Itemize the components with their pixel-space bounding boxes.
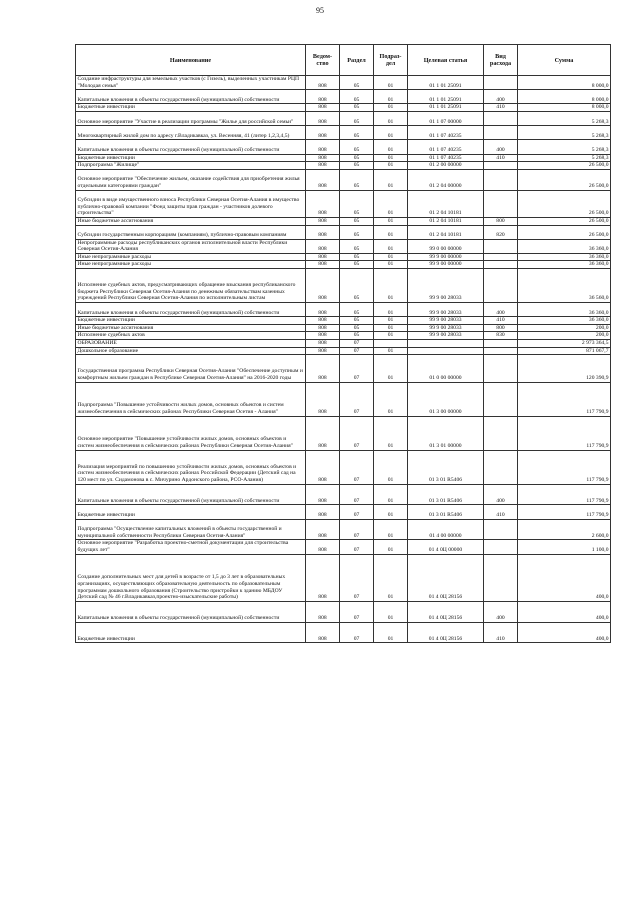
cell-section: 05 [340, 225, 374, 239]
cell-target-article: 01 3 01 R5406 [408, 450, 484, 484]
cell-name: Капитальные вложения в объекты государственной (муниципальной) собственности [76, 303, 306, 317]
cell-expense-type: 400 [484, 484, 518, 505]
cell-name: Иные непрограммные расходы [76, 253, 306, 261]
cell-target-article: 01 3 01 R5406 [408, 484, 484, 505]
cell-target-article: 99 9 00 28033 [408, 317, 484, 325]
cell-section: 07 [340, 347, 374, 355]
cell-department: 808 [306, 601, 340, 622]
cell-amount: 200,0 [518, 332, 611, 340]
budget-table [75, 44, 611, 643]
cell-expense-type: 400 [484, 601, 518, 622]
cell-target-article: 01 2 04 10181 [408, 225, 484, 239]
cell-target-article: 01 3 01 R5406 [408, 505, 484, 519]
cell-amount: 26 500,0 [518, 225, 611, 239]
cell-name: Реализация мероприятий по повышению устойчивости жилых домов, основных объектов и систем жизнеобеспечения в сейсмических районах Российской Федерации (Детский сад на 120 мест по ул. Сидамонова в с. Мичурино Ардонского района, РСО-Алания) [76, 450, 306, 484]
cell-expense-type: 400 [484, 303, 518, 317]
cell-subsection: 01 [374, 190, 408, 217]
cell-name: Иные бюджетные ассигнования [76, 217, 306, 225]
cell-amount: 1 100,0 [518, 540, 611, 554]
cell-target-article: 01 0 00 00000 [408, 355, 484, 382]
cell-expense-type [484, 355, 518, 382]
cell-department: 808 [306, 162, 340, 170]
cell-section: 07 [340, 340, 374, 348]
cell-expense-type: 410 [484, 505, 518, 519]
cell-section: 07 [340, 382, 374, 416]
cell-amount: 117 790,9 [518, 416, 611, 450]
cell-section: 05 [340, 154, 374, 162]
cell-expense-type: 800 [484, 217, 518, 225]
table-row [76, 505, 611, 519]
table-row [76, 253, 611, 261]
cell-expense-type [484, 76, 518, 90]
cell-subsection: 01 [374, 126, 408, 140]
cell-section: 05 [340, 169, 374, 190]
cell-section: 05 [340, 190, 374, 217]
cell-department: 808 [306, 190, 340, 217]
cell-amount: 5 268,3 [518, 126, 611, 140]
table-row [76, 217, 611, 225]
cell-target-article: 01 1 07 40235 [408, 140, 484, 154]
table-row [76, 104, 611, 112]
cell-name: Государственная программа Республики Северная Осетия-Алания "Обеспечение доступным и комфортным жильем граждан в Республике Северная Осетия-Алания" на 2016-2020 годы [76, 355, 306, 382]
cell-subsection: 01 [374, 450, 408, 484]
cell-department: 808 [306, 347, 340, 355]
cell-amount: 117 790,9 [518, 382, 611, 416]
cell-target-article: 99 9 00 28033 [408, 303, 484, 317]
cell-section: 05 [340, 253, 374, 261]
cell-department: 808 [306, 622, 340, 643]
cell-subsection: 01 [374, 261, 408, 269]
table-row [76, 169, 611, 190]
table-row [76, 239, 611, 253]
cell-department: 808 [306, 104, 340, 112]
cell-subsection: 01 [374, 484, 408, 505]
cell-department: 808 [306, 382, 340, 416]
cell-department: 808 [306, 269, 340, 303]
header-expense-type: Вид расхода [484, 45, 518, 76]
cell-name: Исполнение судебных актов [76, 332, 306, 340]
cell-department: 808 [306, 505, 340, 519]
cell-section: 05 [340, 303, 374, 317]
table-row [76, 76, 611, 90]
cell-name: Капитальные вложения в объекты государственной (муниципальной) собственности [76, 484, 306, 505]
cell-subsection: 01 [374, 162, 408, 170]
cell-subsection: 01 [374, 104, 408, 112]
cell-expense-type [484, 347, 518, 355]
cell-section: 05 [340, 239, 374, 253]
header-amount: Сумма [518, 45, 611, 76]
cell-name: Иные бюджетные ассигнования [76, 324, 306, 332]
table-row [76, 450, 611, 484]
cell-amount: 8 000,0 [518, 76, 611, 90]
table-row [76, 340, 611, 348]
cell-section: 05 [340, 104, 374, 112]
cell-name: Бюджетные инвестиции [76, 505, 306, 519]
cell-amount: 117 790,9 [518, 450, 611, 484]
cell-subsection: 01 [374, 76, 408, 90]
cell-amount: 36 360,0 [518, 303, 611, 317]
table-row [76, 90, 611, 104]
cell-expense-type [484, 519, 518, 540]
cell-name: ОБРАЗОВАНИЕ [76, 340, 306, 348]
cell-subsection: 01 [374, 225, 408, 239]
cell-target-article: 01 1 07 40235 [408, 126, 484, 140]
table-row [76, 154, 611, 162]
cell-name: Исполнение судебных актов, предусматривающих обращение взыскания республиканского бюджета Республики Северная Осетия-Алания по денежным обязательствам казенных учреждений Республики Северная Осетия-Алания по исполнительным листам [76, 269, 306, 303]
cell-target-article: 01 4 0Ц 28156 [408, 601, 484, 622]
cell-section: 07 [340, 505, 374, 519]
cell-name: Иные непрограммные расходы [76, 261, 306, 269]
cell-name: Капитальные вложения в объекты государственной (муниципальной) собственности [76, 140, 306, 154]
cell-department: 808 [306, 484, 340, 505]
cell-section: 05 [340, 261, 374, 269]
cell-amount: 117 790,9 [518, 505, 611, 519]
table-row [76, 601, 611, 622]
cell-target-article: 99 0 00 00000 [408, 239, 484, 253]
table-row [76, 554, 611, 601]
cell-subsection: 01 [374, 355, 408, 382]
cell-department: 808 [306, 303, 340, 317]
cell-target-article: 99 9 00 28033 [408, 332, 484, 340]
cell-target-article: 01 1 01 25091 [408, 76, 484, 90]
cell-section: 05 [340, 332, 374, 340]
table-row [76, 111, 611, 125]
cell-expense-type [484, 450, 518, 484]
cell-expense-type [484, 540, 518, 554]
cell-department: 808 [306, 253, 340, 261]
table-row [76, 303, 611, 317]
cell-section: 07 [340, 450, 374, 484]
table-row [76, 332, 611, 340]
cell-name: Подпрограмма "Жилище" [76, 162, 306, 170]
cell-expense-type: 400 [484, 140, 518, 154]
cell-department: 808 [306, 450, 340, 484]
cell-subsection: 01 [374, 317, 408, 325]
cell-amount: 5 268,3 [518, 140, 611, 154]
table-row [76, 355, 611, 382]
cell-section: 07 [340, 622, 374, 643]
cell-expense-type [484, 261, 518, 269]
cell-name: Бюджетные инвестиции [76, 622, 306, 643]
cell-department: 808 [306, 239, 340, 253]
cell-subsection: 01 [374, 540, 408, 554]
cell-amount: 8 000,0 [518, 90, 611, 104]
cell-name: Создание дополнительных мест для детей в возрасте от 1,5 до 3 лет в образовательных организациях, осуществляющих образовательную деятельность по образовательным программам дошкольного образования (Строительство пристройки к зданию МБДОУ Детский сад № 46 г.Владикавказ,проектно-изыскательские работы) [76, 554, 306, 601]
cell-expense-type: 410 [484, 317, 518, 325]
cell-section: 07 [340, 554, 374, 601]
cell-amount: 5 268,3 [518, 154, 611, 162]
cell-amount: 2 973 364,5 [518, 340, 611, 348]
cell-department: 808 [306, 416, 340, 450]
cell-target-article: 01 1 01 25091 [408, 104, 484, 112]
cell-expense-type [484, 239, 518, 253]
cell-amount: 36 360,0 [518, 261, 611, 269]
cell-name: Подпрограмма "Повышение устойчивости жилых домов, основных объектов и систем жизнеобеспечения в сейсмических районах Республики Северная Осетия - Алания" [76, 382, 306, 416]
cell-name: Капитальные вложения в объекты государственной (муниципальной) собственности [76, 90, 306, 104]
table-row [76, 190, 611, 217]
cell-section: 05 [340, 324, 374, 332]
cell-name: Капитальные вложения в объекты государственной (муниципальной) собственности [76, 601, 306, 622]
cell-expense-type: 400 [484, 90, 518, 104]
cell-subsection: 01 [374, 347, 408, 355]
header-section: Раздел [340, 45, 374, 76]
cell-section: 05 [340, 269, 374, 303]
cell-target-article: 01 1 07 40235 [408, 154, 484, 162]
cell-name: Дошкольное образование [76, 347, 306, 355]
table-row [76, 382, 611, 416]
table-header-row [76, 45, 611, 76]
cell-target-article: 01 2 04 10181 [408, 217, 484, 225]
cell-amount: 871 067,7 [518, 347, 611, 355]
cell-department: 808 [306, 154, 340, 162]
cell-amount: 8 000,0 [518, 104, 611, 112]
cell-subsection: 01 [374, 140, 408, 154]
cell-target-article: 01 4 00 00000 [408, 519, 484, 540]
cell-amount: 120 390,9 [518, 355, 611, 382]
cell-expense-type [484, 416, 518, 450]
table-row [76, 324, 611, 332]
cell-expense-type: 830 [484, 332, 518, 340]
cell-name: Субсидии государственным корпорациям (компаниям), публично-правовым компаниям [76, 225, 306, 239]
cell-section: 07 [340, 355, 374, 382]
cell-amount: 2 600,0 [518, 519, 611, 540]
cell-amount: 26 500,0 [518, 162, 611, 170]
cell-target-article: 99 9 00 28033 [408, 324, 484, 332]
cell-department: 808 [306, 340, 340, 348]
table-row [76, 317, 611, 325]
cell-department: 808 [306, 554, 340, 601]
cell-amount: 36 360,0 [518, 317, 611, 325]
cell-name: Бюджетные инвестиции [76, 104, 306, 112]
cell-subsection: 01 [374, 269, 408, 303]
cell-subsection: 01 [374, 505, 408, 519]
cell-department: 808 [306, 76, 340, 90]
cell-section: 05 [340, 162, 374, 170]
cell-expense-type [484, 162, 518, 170]
cell-name: Основное мероприятие "Разработка проектно-сметной документации для строительства будущих лет" [76, 540, 306, 554]
cell-name: Бюджетные инвестиции [76, 317, 306, 325]
cell-department: 808 [306, 90, 340, 104]
cell-department: 808 [306, 355, 340, 382]
cell-expense-type [484, 253, 518, 261]
cell-name: Основное мероприятие "Участие в реализации программы "Жилье для российской семьи" [76, 111, 306, 125]
cell-target-article [408, 340, 484, 348]
cell-subsection [374, 340, 408, 348]
cell-section: 07 [340, 484, 374, 505]
cell-expense-type [484, 126, 518, 140]
cell-amount: 26 500,0 [518, 169, 611, 190]
cell-name: Создание инфраструктуры для земельных участков (с Гизель), выделенных участникам РЦП "Молодая семья" [76, 76, 306, 90]
cell-section: 05 [340, 317, 374, 325]
cell-expense-type: 410 [484, 154, 518, 162]
cell-section: 05 [340, 111, 374, 125]
cell-subsection: 01 [374, 416, 408, 450]
cell-target-article: 01 2 04 00000 [408, 169, 484, 190]
cell-target-article [408, 347, 484, 355]
cell-subsection: 01 [374, 253, 408, 261]
cell-target-article: 01 1 07 00000 [408, 111, 484, 125]
cell-subsection: 01 [374, 324, 408, 332]
cell-section: 05 [340, 140, 374, 154]
cell-subsection: 01 [374, 90, 408, 104]
cell-subsection: 01 [374, 154, 408, 162]
table-row [76, 622, 611, 643]
cell-amount: 26 500,0 [518, 217, 611, 225]
cell-subsection: 01 [374, 519, 408, 540]
cell-department: 808 [306, 261, 340, 269]
cell-target-article: 01 4 0Ц 28156 [408, 554, 484, 601]
table-row [76, 484, 611, 505]
table-row [76, 261, 611, 269]
cell-section: 07 [340, 540, 374, 554]
cell-target-article: 01 3 00 00000 [408, 382, 484, 416]
cell-department: 808 [306, 217, 340, 225]
table-row [76, 347, 611, 355]
cell-section: 05 [340, 217, 374, 225]
cell-amount: 36 360,0 [518, 253, 611, 261]
cell-expense-type: 820 [484, 225, 518, 239]
table-row [76, 140, 611, 154]
header-department: Ведом-ство [306, 45, 340, 76]
table-row [76, 540, 611, 554]
cell-subsection: 01 [374, 622, 408, 643]
cell-target-article: 01 2 00 00000 [408, 162, 484, 170]
cell-target-article: 01 3 01 00000 [408, 416, 484, 450]
cell-department: 808 [306, 126, 340, 140]
cell-amount: 200,0 [518, 324, 611, 332]
cell-section: 07 [340, 519, 374, 540]
cell-department: 808 [306, 324, 340, 332]
cell-target-article: 01 4 0Ц 00000 [408, 540, 484, 554]
cell-department: 808 [306, 140, 340, 154]
table-row [76, 416, 611, 450]
cell-name: Бюджетные инвестиции [76, 154, 306, 162]
cell-target-article: 01 1 01 25091 [408, 90, 484, 104]
cell-department: 808 [306, 169, 340, 190]
cell-amount: 5 268,3 [518, 111, 611, 125]
cell-amount: 400,0 [518, 601, 611, 622]
header-target-article: Целевая статья [408, 45, 484, 76]
cell-department: 808 [306, 332, 340, 340]
cell-expense-type [484, 169, 518, 190]
cell-expense-type [484, 269, 518, 303]
cell-expense-type [484, 340, 518, 348]
cell-expense-type [484, 111, 518, 125]
cell-expense-type: 410 [484, 622, 518, 643]
cell-department: 808 [306, 225, 340, 239]
cell-section: 07 [340, 416, 374, 450]
cell-name: Основное мероприятие "Повышение устойчивости жилых домов, основных объектов и систем жизнеобеспечения в сейсмических районах Республики Северная Осетия-Алания" [76, 416, 306, 450]
cell-expense-type: 410 [484, 104, 518, 112]
cell-expense-type [484, 554, 518, 601]
cell-section: 05 [340, 76, 374, 90]
cell-section: 05 [340, 90, 374, 104]
cell-subsection: 01 [374, 332, 408, 340]
table-row [76, 162, 611, 170]
header-name: Наименование [76, 45, 306, 76]
cell-subsection: 01 [374, 217, 408, 225]
cell-amount: 117 790,9 [518, 484, 611, 505]
cell-section: 05 [340, 126, 374, 140]
cell-amount: 36 560,0 [518, 269, 611, 303]
cell-department: 808 [306, 540, 340, 554]
cell-name: Субсидии в виде имущественного взноса Республики Северная Осетия-Алания в имущество публично-правовой компании "Фонд защиты прав граждан - участников долевого строительства" [76, 190, 306, 217]
cell-target-article: 01 2 04 10181 [408, 190, 484, 217]
cell-department: 808 [306, 111, 340, 125]
cell-name: Многоквартирный жилой дом по адресу г.Владикавказ, ул. Весенняя, 41 (литер 1,2,3,4,5) [76, 126, 306, 140]
cell-target-article: 99 9 00 28033 [408, 269, 484, 303]
cell-subsection: 01 [374, 303, 408, 317]
table-row [76, 269, 611, 303]
cell-target-article: 99 9 00 00000 [408, 261, 484, 269]
cell-expense-type: 800 [484, 324, 518, 332]
table-row [76, 126, 611, 140]
cell-amount: 26 500,0 [518, 190, 611, 217]
cell-amount: 36 360,0 [518, 239, 611, 253]
table-body [76, 76, 611, 643]
cell-expense-type [484, 382, 518, 416]
cell-name: Основное мероприятие "Обеспечение жильем, оказание содействия для приобретения жилья отдельными категориями граждан" [76, 169, 306, 190]
cell-section: 07 [340, 601, 374, 622]
header-subsection: Подраз-дел [374, 45, 408, 76]
cell-subsection: 01 [374, 239, 408, 253]
cell-name: Подпрограмма "Осуществление капитальных вложений в объекты государственной и муниципальной собственности Республики Северная Осетия-Алания" [76, 519, 306, 540]
cell-target-article: 99 9 00 00000 [408, 253, 484, 261]
cell-subsection: 01 [374, 111, 408, 125]
cell-department: 808 [306, 317, 340, 325]
cell-amount: 400,0 [518, 554, 611, 601]
cell-subsection: 01 [374, 169, 408, 190]
cell-expense-type [484, 190, 518, 217]
table-row [76, 519, 611, 540]
table-row [76, 225, 611, 239]
cell-amount: 400,0 [518, 622, 611, 643]
cell-department: 808 [306, 519, 340, 540]
cell-target-article: 01 4 0Ц 28156 [408, 622, 484, 643]
cell-subsection: 01 [374, 601, 408, 622]
cell-subsection: 01 [374, 554, 408, 601]
cell-name: Непрограммные расходы республиканских органов исполнительной власти Республики Северная Осетия-Алания [76, 239, 306, 253]
cell-subsection: 01 [374, 382, 408, 416]
page-number: 95 [316, 6, 324, 15]
